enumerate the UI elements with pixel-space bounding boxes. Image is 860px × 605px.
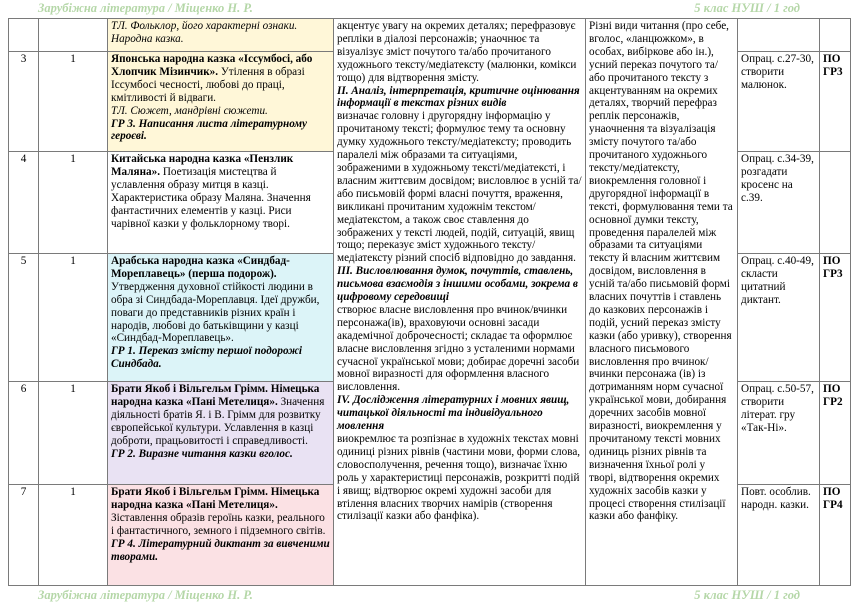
activities-cell [586,19,738,586]
skills-section-heading: ІІІ. Висловлювання думок, почуттів, ставлень, письмова взаємодія з іншими особами, зокрема в цифровому середовищі [337,265,578,304]
lesson-hours: 1 [39,254,108,382]
topic-description: Зіставлення образів героїнь казки, реального і фантастичного, земного і підземного світів. [111,511,326,537]
literary-theory-note: ТЛ. Фольклор, його характерні ознаки. Народна казка. [111,20,298,45]
lesson-number: 4 [9,152,39,254]
homework-cell: Опрац. с.34-39, розгадати кросенс на с.39. [738,152,820,254]
topic-cell [108,485,334,586]
page-footer [0,587,860,605]
skills-paragraph: створює власне висловлення про вчинок/вчинки персонажа(ів), враховуючи основні засади академічної доброчесності; складає та оформлює власне висловлення згідно з усталеними нормами сучасної української мови; добирає доречні засоби мовної виразності для оформлення власного висловлення. [337,303,580,394]
homework-cell: Опрац. с.40-49, скласти цитатний диктант. [738,254,820,382]
topic-cell [108,19,334,52]
activities-text: Різні види читання (про себе, вголос, «ланцюжком», в особах, вибіркове або ін.), усний переказ почутого та/або прочитаного тексту з акцентуванням на окремих деталях, творчий перефраз реплік персонажів, унаочнення та візуалізація змісту почутого та/або прочитаного художнього тексту/медіатексту, виокремлення головної і другорядної інформації в тексті, формулювання теми та основної думки тексту, проведення паралелей між образами та ситуаціями тексту й власним життєвим досвідом, висловлення в усній та/або письмовій формі власних почуттів і ставлень до казкових персонажів і подій, усний переказ змісту казки (або уривку), створення власного письмового висловлення про вчинок/вчинки персонажа (ів) із дотриманням норм сучасної української мови, добирання доречних засобів мовної виразності, виокремлення у прочитаному тексті мовних одиниць різних рівнів та визначення їхньої ролі у творі, відтворення окремих художніх засобів казки у процесі створення стилізації казки або фанфіку. [589,20,733,523]
topic-title: Брати Якоб і Вільгельм Грімм. Німецька народна казка «Пані Метелиця». [111,486,320,511]
topic-title: Арабська народна казка «Синдбад-Мореплавець» (перша подорож). [111,255,290,280]
assessment-format: ПО ГР3 [820,254,851,382]
topic-description: Утвердження духовної стійкості людини в обра зі Синдбада-Мореплавця. Ідеї дружби, поваги до представників різних країн і народів, любові до батьківщини у казці «Синдбад-Мореплавець». [111,280,320,345]
footer-right: 5 клас НУШ / 1 год [694,588,800,602]
topic-title: Брати Якоб і Вільгельм Грімм. Німецька народна казка «Пані Метелиця». [111,383,320,408]
lesson-number: 3 [9,52,39,152]
literary-theory-note: ТЛ. Сюжет, мандрівні сюжети. [111,104,268,117]
skills-section-heading: IV. Дослідження літературних і мовних явищ, читацької діяльності та індивідуального мовлення [337,394,570,433]
lesson-hours: 1 [39,52,108,152]
assessment-format [820,152,851,254]
page-header [0,0,860,18]
learning-outcome: ГР 4. Літературний диктант за вивченими творами. [111,537,330,563]
topic-cell [108,382,334,485]
lesson-number: 5 [9,254,39,382]
learning-outcome: ГР 1. Переказ змісту першої подорожі Синдбада. [111,345,303,371]
lesson-number: 7 [9,485,39,586]
learning-outcome: ГР 3. Написання листа літературному героєві. [111,117,307,143]
lesson-hours: 1 [39,382,108,485]
table-row [9,19,851,52]
skills-paragraph: акцентує увагу на окремих деталях; перефразовує репліки в діалозі персонажів; унаочнює та візуалізує зміст почутого та/або прочитаного художнього тексту/медіатексту (малюнки, комікси тощо) для відтворення змісту. [337,20,577,84]
topic-title: Японська народна казка «Іссумбосі, або Хлопчик Мізинчик». [111,53,313,78]
lesson-hours: 1 [39,485,108,586]
skills-paragraph: визначає головну і другорядну інформацію у прочитаному тексті; формулює тему та основну думку художнього тексту/медіатексту; проводить паралелі між образами та ситуаціями, зображеними в художньому тексті/медіатексті, і власним життєвим досвідом; висловлює в усній та/або письмовій формі власні почуття, враження, викликані прочитаним художнім текстом/медіатекстом, а також своє ставлення до зображених у тексті людей, подій, ситуацій, явищ тощо; переказує зміст художнього тексту/медіатексту різний спосіб відповідно до завдання. [337,110,582,265]
topic-description: Поетизація мистецтва й уславлення образу митця в казці. Характеристика образу Маляна. Значення фантастичних елементів у казці. Риси чарівної казки у фольклорному творі. [111,165,311,230]
topic-cell [108,52,334,152]
lesson-number: 6 [9,382,39,485]
header-right: 5 клас НУШ / 1 год [694,1,800,15]
lesson-hours: 1 [39,152,108,254]
skills-cell [334,19,586,586]
topic-description: Утілення в образі Іссумбосі чесності, любові до праці, кмітливості й відваги. [111,65,305,104]
assessment-format: ПО ГР2 [820,382,851,485]
skills-paragraph: виокремлює та розпізнає в художніх текстах мовні одиниці різних рівнів (частини мови, форми слова, словосполучення, речення тощо), визначає їхню роль у характеристиці персонажів, розкритті подій і явищ; відтворює окремі художні засоби для втілення власних творчих намірів (створення стилізації казки або фанфіка). [337,433,581,523]
homework-cell: Повт. особлив. народн. казки. [738,485,820,586]
topic-cell [108,254,334,382]
footer-left: Зарубіжна література / Міщенко Н. Р. [38,588,253,602]
skills-section-heading: ІІ. Аналіз, інтерпретація, критичне оцінювання інформації в текстах різних видів [337,84,580,110]
topic-description: Значення діяльності братів Я. і В. Грімм для розвитку європейської культури. Уславлення в казці доброти, працьовитості і справедливості. [111,395,325,447]
curriculum-table [8,18,851,586]
homework-cell: Опрац. с.27-30, створити малюнок. [738,52,820,152]
assessment-format: ПО ГР4 [820,485,851,586]
header-left: Зарубіжна література / Міщенко Н. Р. [38,1,253,15]
topic-title: Китайська народна казка «Пензлик Маляна». [111,153,294,178]
learning-outcome: ГР 2. Виразне читання казки вголос. [111,447,293,460]
assessment-format: ПО ГР3 [820,52,851,152]
homework-cell: Опрац. с.50-57, створити літерат. гру «Так-Ні». [738,382,820,485]
topic-cell [108,152,334,254]
